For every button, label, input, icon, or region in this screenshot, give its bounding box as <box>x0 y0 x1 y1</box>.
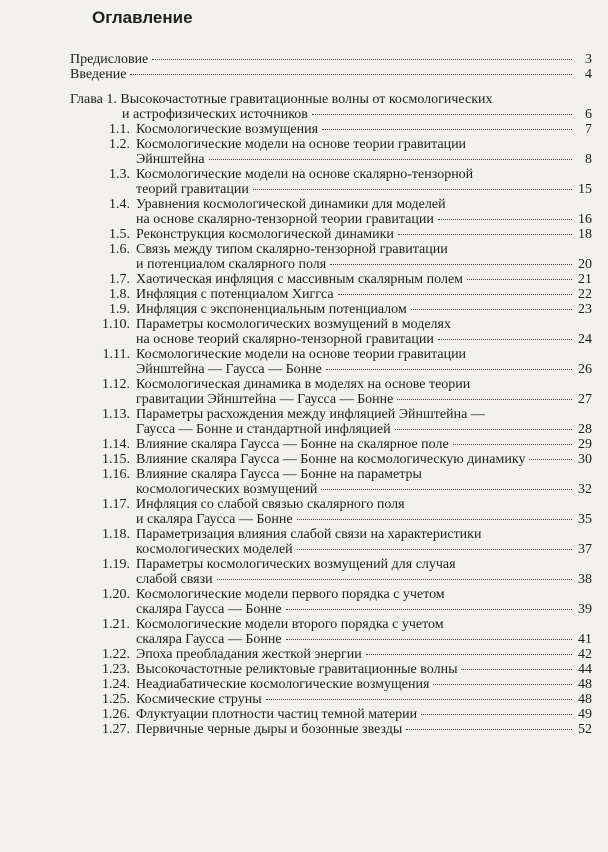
toc-page-number: 48 <box>578 677 592 692</box>
toc-entry-number: 1.5. <box>109 227 130 242</box>
dot-leader <box>297 549 572 550</box>
toc-entry-title-line: на основе скалярно-тензорной теории гравитации <box>136 212 434 227</box>
toc-page-number: 44 <box>578 662 592 677</box>
toc-entry <box>0 67 608 82</box>
toc-entry-title-line: Предисловие <box>70 52 149 67</box>
table-of-contents <box>0 52 608 737</box>
toc-entry-title-line: Космические струны <box>136 692 262 707</box>
toc-entry <box>0 347 608 377</box>
toc-entry-title-line: Эпоха преобладания жесткой энергии <box>136 647 362 662</box>
dot-leader <box>398 234 572 235</box>
toc-entry-number: 1.27. <box>102 722 130 737</box>
toc-entry-number: 1.19. <box>102 557 130 572</box>
toc-entry-title-line: Влияние скаляра Гаусса — Бонне на скалярное поле <box>136 437 449 452</box>
toc-page-number: 18 <box>578 227 592 242</box>
toc-entry-title-line: Влияние скаляра Гаусса — Бонне на космологическую динамику <box>136 452 526 467</box>
toc-entry-number: 1.9. <box>109 302 130 317</box>
toc-page-number: 7 <box>585 122 592 137</box>
dot-leader <box>130 74 572 75</box>
toc-entry-title-line: Инфляция со слабой связью скалярного поля <box>136 497 405 512</box>
dot-leader <box>338 294 572 295</box>
toc-entry-title-line: Неадиабатические космологические возмущения <box>136 677 430 692</box>
toc-page-number: 20 <box>578 257 592 272</box>
dot-leader <box>395 429 572 430</box>
toc-entry <box>0 452 608 467</box>
dot-leader <box>433 684 572 685</box>
toc-entry-title-line: Введение <box>70 67 127 82</box>
toc-chapter-title: Высокочастотные гравитационные волны от космологических <box>120 92 493 107</box>
toc-page-number: 52 <box>578 722 592 737</box>
toc-entry <box>0 92 608 122</box>
dot-leader <box>397 399 572 400</box>
toc-page-number: 26 <box>578 362 592 377</box>
toc-page-number: 41 <box>578 632 592 647</box>
toc-entry-title-line: Параметризация влияния слабой связи на характеристики <box>136 527 482 542</box>
toc-entry-number: 1.15. <box>102 452 130 467</box>
toc-page-number: 30 <box>578 452 592 467</box>
toc-entry-number: 1.24. <box>102 677 130 692</box>
dot-leader <box>529 459 572 460</box>
toc-entry <box>0 227 608 242</box>
toc-entry-title-line: Эйнштейна — Гаусса — Бонне <box>136 362 322 377</box>
toc-page-number: 24 <box>578 332 592 347</box>
toc-page-number: 32 <box>578 482 592 497</box>
toc-entry-title-line: Космологические модели второго порядка с учетом <box>136 617 444 632</box>
toc-page-number: 21 <box>578 272 592 287</box>
toc-entry <box>0 197 608 227</box>
page-title: Оглавление <box>92 8 193 27</box>
toc-entry-title-line: Связь между типом скалярно-тензорной гравитации <box>136 242 448 257</box>
toc-entry <box>0 302 608 317</box>
toc-entry <box>0 677 608 692</box>
toc-entry-title-line: Влияние скаляра Гаусса — Бонне на параметры <box>136 467 422 482</box>
toc-entry <box>0 497 608 527</box>
dot-leader <box>406 729 572 730</box>
toc-entry-number: 1.8. <box>109 287 130 302</box>
toc-entry-number: 1.2. <box>109 137 130 152</box>
toc-page-number: 48 <box>578 692 592 707</box>
toc-entry <box>0 377 608 407</box>
toc-entry-title-line: и потенциалом скалярного поля <box>136 257 327 272</box>
toc-entry <box>0 287 608 302</box>
toc-entry-number: 1.3. <box>109 167 130 182</box>
toc-entry <box>0 617 608 647</box>
toc-entry <box>0 137 608 167</box>
toc-entry-title-line: Космологические возмущения <box>136 122 319 137</box>
toc-entry <box>0 317 608 347</box>
toc-entry-title-line: Высокочастотные реликтовые гравитационные волны <box>136 662 458 677</box>
toc-entry-number: 1.20. <box>102 587 130 602</box>
toc-entry <box>0 692 608 707</box>
dot-leader <box>312 114 572 115</box>
toc-page-number: 15 <box>578 182 592 197</box>
dot-leader <box>209 159 572 160</box>
toc-page-number: 27 <box>578 392 592 407</box>
toc-entry-title-line: и скаляра Гаусса — Бонне <box>136 512 293 527</box>
toc-page-number: 22 <box>578 287 592 302</box>
toc-entry-number: 1.18. <box>102 527 130 542</box>
toc-page-number: 6 <box>585 107 592 122</box>
dot-leader <box>322 129 572 130</box>
toc-entry-title-line: космологических моделей <box>136 542 293 557</box>
toc-entry-title-line: и астрофизических источников <box>122 107 308 122</box>
toc-entry <box>0 662 608 677</box>
toc-page-number: 8 <box>585 152 592 167</box>
toc-entry <box>0 527 608 557</box>
toc-entry-title-line: теорий гравитации <box>136 182 249 197</box>
toc-entry-title-line: Уравнения космологической динамики для моделей <box>136 197 446 212</box>
toc-entry-title-line: Хаотическая инфляция с массивным скалярным полем <box>136 272 464 287</box>
dot-leader <box>286 639 572 640</box>
toc-entry-number: 1.26. <box>102 707 130 722</box>
toc-entry-number: 1.12. <box>102 377 130 392</box>
toc-entry-title-line: Космологические модели первого порядка с учетом <box>136 587 445 602</box>
toc-page-number: 39 <box>578 602 592 617</box>
dot-leader <box>411 309 572 310</box>
toc-entry-title-line: Космологическая динамика в моделях на основе теории <box>136 377 471 392</box>
toc-entry-title-line: Параметры космологических возмущений для случая <box>136 557 456 572</box>
toc-entry-number: 1.11. <box>102 347 130 362</box>
toc-entry-number: 1.17. <box>102 497 130 512</box>
toc-entry-number: 1.10. <box>102 317 130 332</box>
toc-page-number: 49 <box>578 707 592 722</box>
toc-entry-number: 1.6. <box>109 242 130 257</box>
toc-page-number: 23 <box>578 302 592 317</box>
dot-leader <box>253 189 572 190</box>
toc-entry-title-line: Космологические модели на основе скалярно-тензорной <box>136 167 474 182</box>
toc-page-number: 29 <box>578 437 592 452</box>
toc-entry-number: 1.21. <box>102 617 130 632</box>
toc-entry <box>0 557 608 587</box>
toc-page-number: 28 <box>578 422 592 437</box>
toc-entry-title-line: скаляра Гаусса — Бонне <box>136 632 282 647</box>
toc-entry <box>0 52 608 67</box>
dot-leader <box>438 219 572 220</box>
toc-entry <box>0 437 608 452</box>
toc-entry-number: 1.7. <box>109 272 130 287</box>
toc-entry-title-line: Инфляция с потенциалом Хиггса <box>136 287 334 302</box>
toc-entry-title-line: Гаусса — Бонне и стандартной инфляцией <box>136 422 391 437</box>
toc-entry <box>0 707 608 722</box>
toc-entry-title-line: Флуктуации плотности частиц темной материи <box>136 707 418 722</box>
toc-entry-number: 1.4. <box>109 197 130 212</box>
toc-page-number: 38 <box>578 572 592 587</box>
dot-leader <box>438 339 572 340</box>
toc-page-number: 3 <box>585 52 592 67</box>
dot-leader <box>217 579 572 580</box>
toc-entry <box>0 467 608 497</box>
dot-leader <box>286 609 572 610</box>
toc-entry <box>0 167 608 197</box>
toc-entry-number: 1.22. <box>102 647 130 662</box>
toc-entry-title-line: Инфляция с экспоненциальным потенциалом <box>136 302 407 317</box>
toc-page-number: 4 <box>585 67 592 82</box>
toc-entry <box>0 122 608 137</box>
toc-entry <box>0 587 608 617</box>
toc-entry-title-line: Космологические модели на основе теории гравитации <box>136 347 467 362</box>
toc-entry-title-line: на основе теорий скалярно-тензорной гравитации <box>136 332 434 347</box>
toc-entry-title-line: слабой связи <box>136 572 213 587</box>
toc-entry-title-line: Параметры космологических возмущений в моделях <box>136 317 451 332</box>
toc-page-number: 42 <box>578 647 592 662</box>
dot-leader <box>321 489 572 490</box>
toc-entry-title-line: гравитации Эйнштейна — Гаусса — Бонне <box>136 392 394 407</box>
toc-page-number: 35 <box>578 512 592 527</box>
toc-entry-title-line: скаляра Гаусса — Бонне <box>136 602 282 617</box>
dot-leader <box>366 654 572 655</box>
dot-leader <box>266 699 572 700</box>
toc-entry-title-line: Эйнштейна <box>136 152 205 167</box>
dot-leader <box>421 714 572 715</box>
toc-entry-number: 1.16. <box>102 467 130 482</box>
toc-entry-title-line: Параметры расхождения между инфляцией Эйнштейна — <box>136 407 485 422</box>
toc-entry-number: 1.13. <box>102 407 130 422</box>
toc-page-number: 37 <box>578 542 592 557</box>
toc-page-number: 16 <box>578 212 592 227</box>
toc-entry-title-line: Космологические модели на основе теории гравитации <box>136 137 467 152</box>
toc-chapter-number: Глава 1. <box>70 92 117 107</box>
toc-entry-title-line: космологических возмущений <box>136 482 318 497</box>
toc-entry-title-line: Реконструкция космологической динамики <box>136 227 394 242</box>
dot-leader <box>453 444 572 445</box>
toc-entry <box>0 242 608 272</box>
toc-entry <box>0 647 608 662</box>
toc-entry-number: 1.14. <box>102 437 130 452</box>
dot-leader <box>326 369 572 370</box>
toc-entry <box>0 722 608 737</box>
dot-leader <box>330 264 572 265</box>
toc-entry-number: 1.1. <box>109 122 130 137</box>
dot-leader <box>461 669 572 670</box>
dot-leader <box>297 519 572 520</box>
toc-entry-number: 1.25. <box>102 692 130 707</box>
toc-entry <box>0 407 608 437</box>
toc-entry-number: 1.23. <box>102 662 130 677</box>
toc-entry <box>0 272 608 287</box>
dot-leader <box>152 59 572 60</box>
toc-entry-title-line: Первичные черные дыры и бозонные звезды <box>136 722 403 737</box>
toc-entry-title-line <box>70 92 492 107</box>
dot-leader <box>467 279 572 280</box>
